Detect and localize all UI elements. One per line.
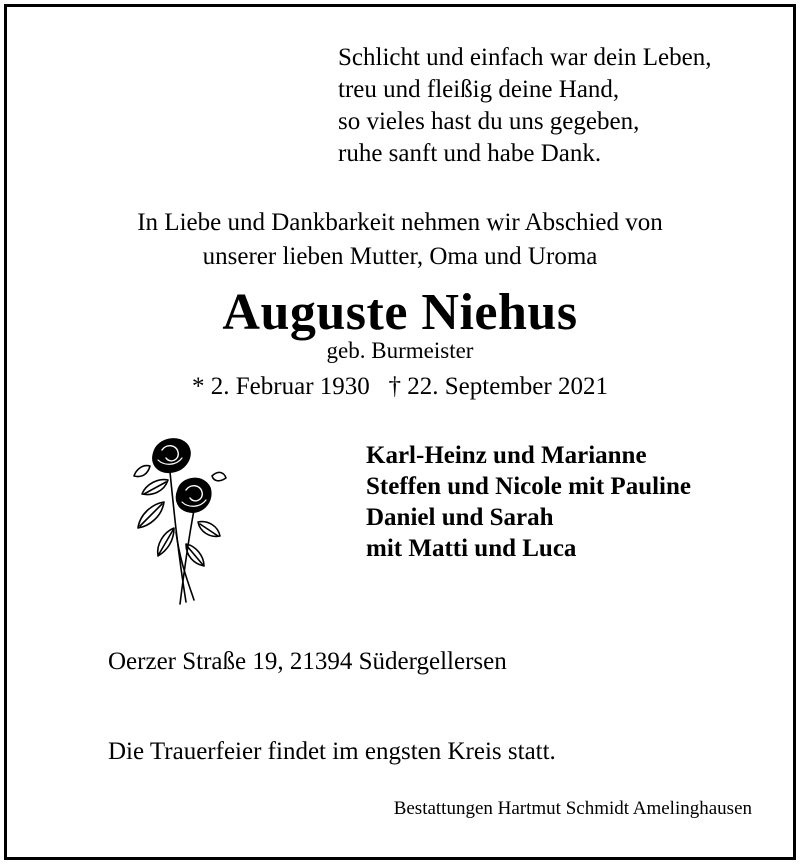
deceased-name: Auguste Niehus <box>222 284 578 341</box>
intro-text <box>0 206 800 274</box>
death-date: † 22. September 2021 <box>388 373 608 400</box>
poem-line: Schlicht und einfach war dein Leben, <box>338 44 712 71</box>
mourners-list <box>366 440 691 564</box>
mourner-line: Karl-Heinz und Marianne <box>366 442 647 469</box>
mourner-line: mit Matti und Luca <box>366 535 577 562</box>
service-note: Die Trauerfeier findet im engsten Kreis statt. <box>108 738 556 765</box>
roses-icon <box>128 432 228 608</box>
intro-line: unserer lieben Mutter, Oma und Uroma <box>202 243 598 270</box>
intro-line: In Liebe und Dankbarkeit nehmen wir Abschied von <box>137 209 663 236</box>
birth-name: geb. Burmeister <box>326 338 474 363</box>
poem-line: treu und fleißig deine Hand, <box>338 76 620 103</box>
life-dates <box>0 370 800 404</box>
mourner-line: Steffen und Nicole mit Pauline <box>366 473 691 500</box>
poem <box>338 42 711 170</box>
address: Oerzer Straße 19, 21394 Südergellersen <box>108 648 507 675</box>
poem-line: so vieles hast du uns gegeben, <box>338 108 640 135</box>
mourner-line: Daniel und Sarah <box>366 504 554 531</box>
poem-line: ruhe sanft und habe Dank. <box>338 140 602 167</box>
undertaker: Bestattungen Hartmut Schmidt Amelinghausen <box>393 798 752 819</box>
birth-date: * 2. Februar 1930 <box>192 373 370 400</box>
